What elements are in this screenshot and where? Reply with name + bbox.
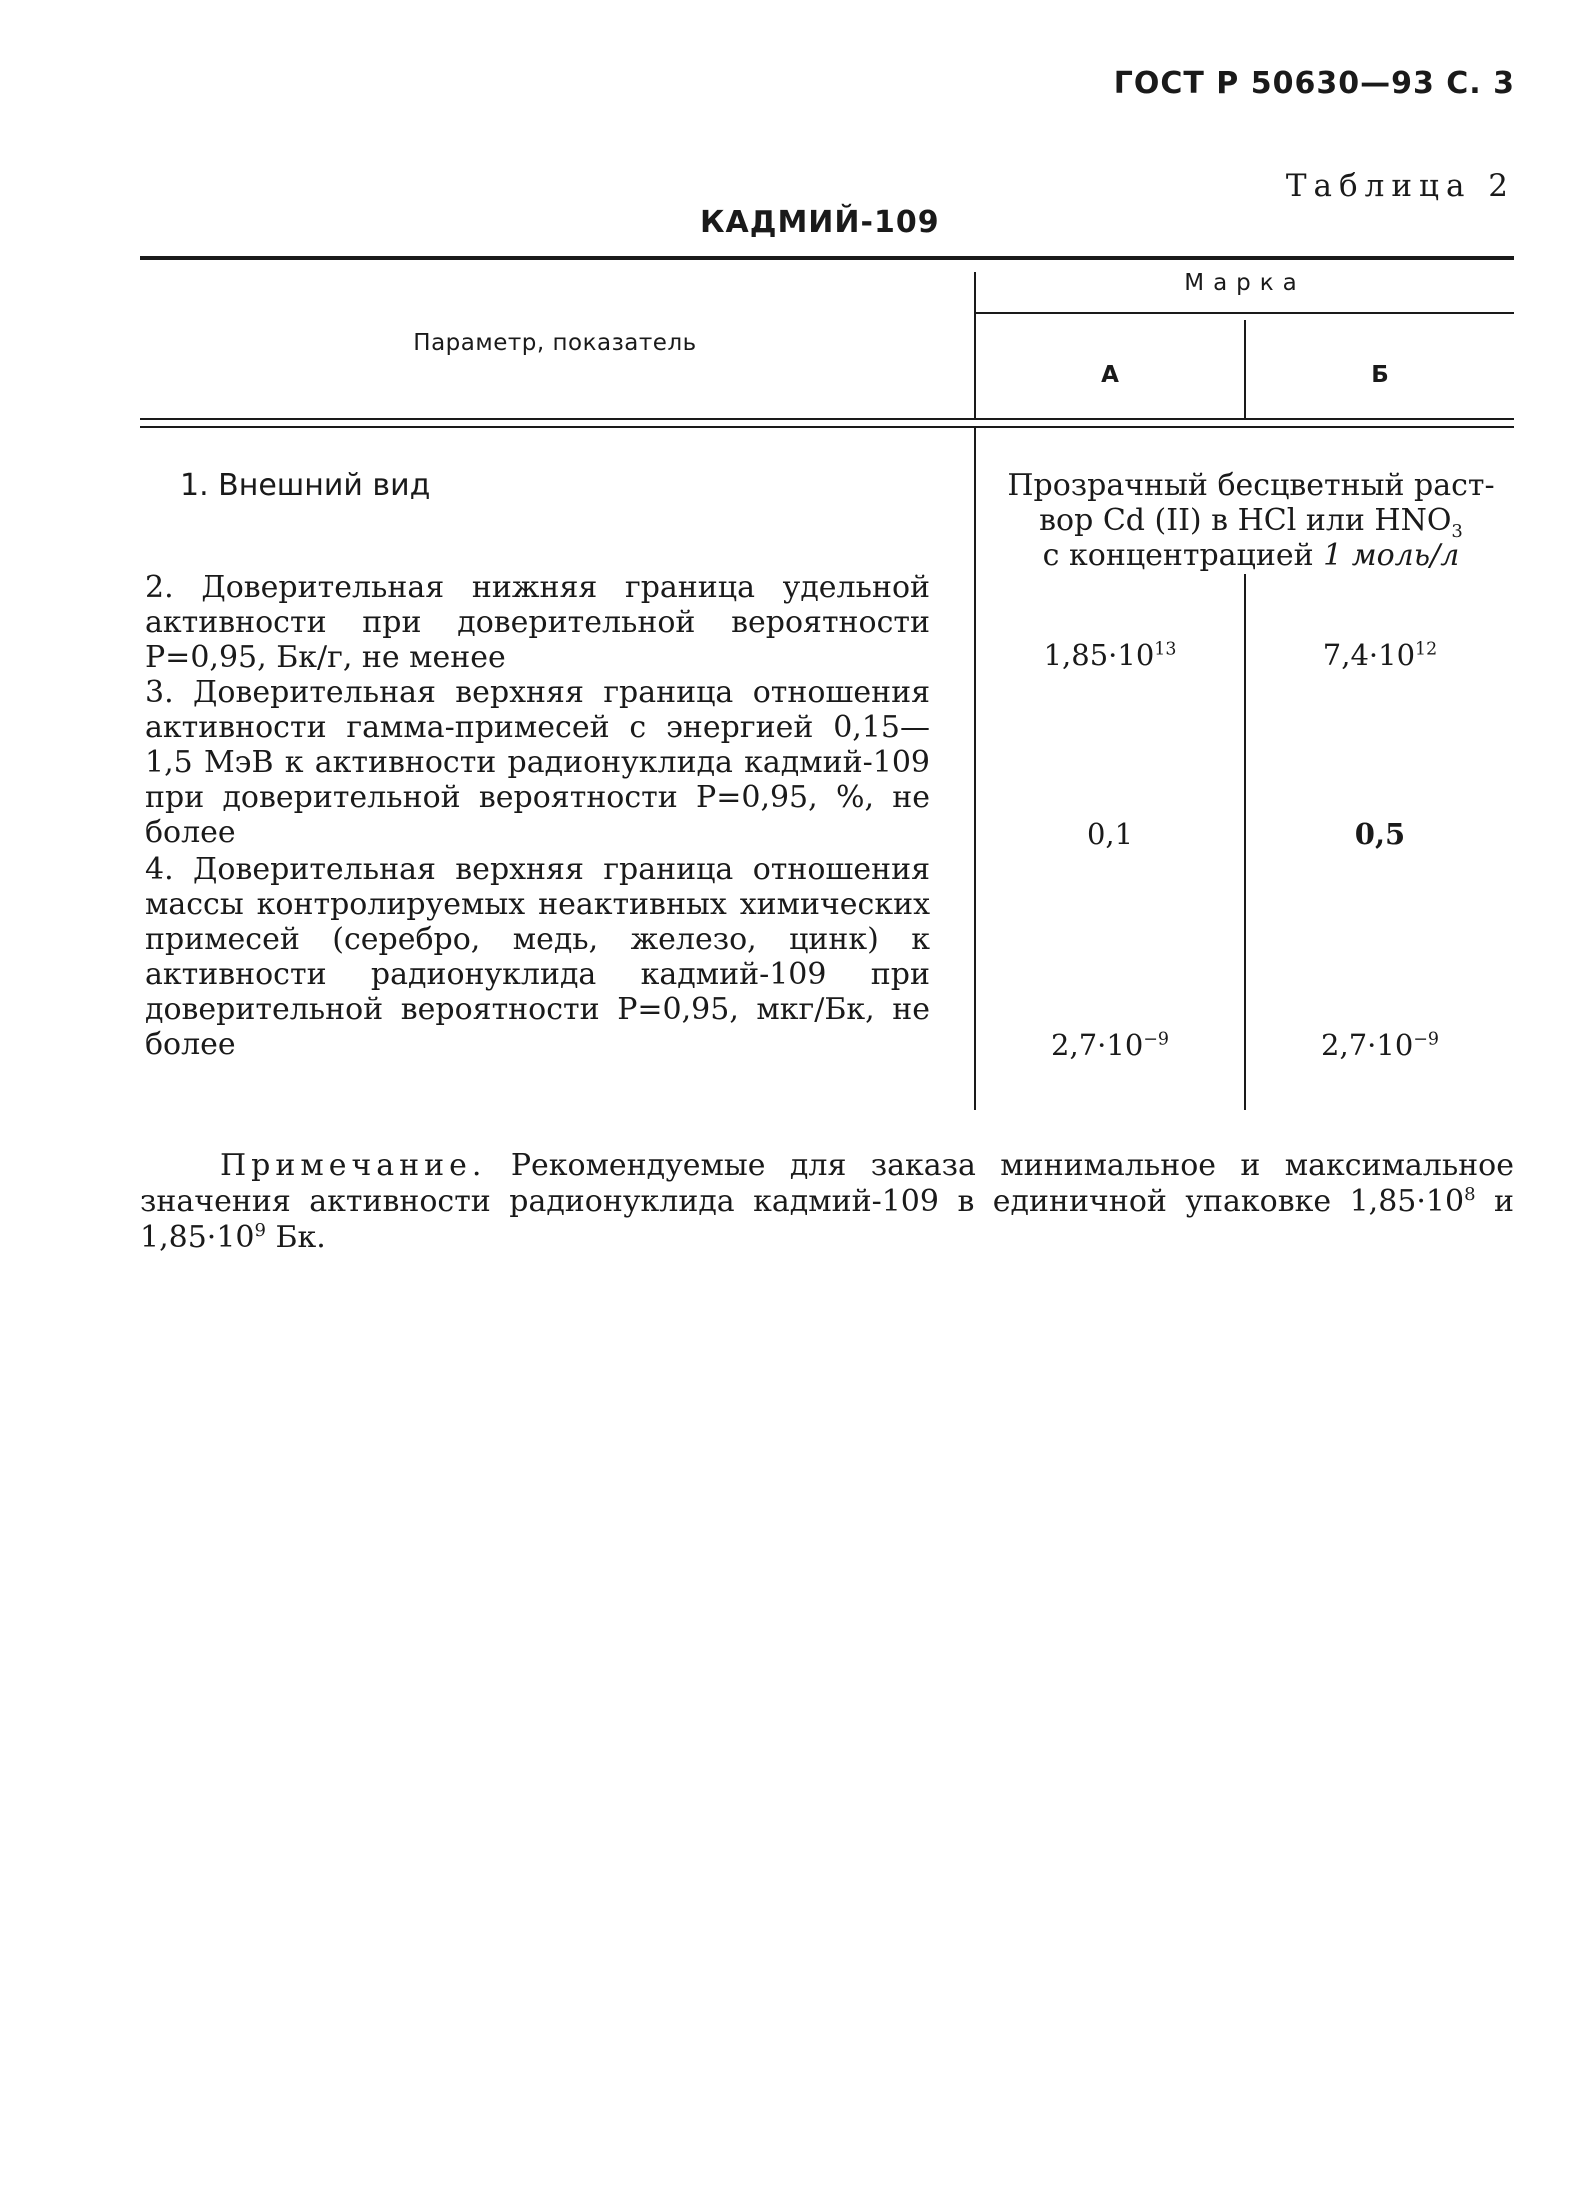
row-4-value-b: $2,7\cdot 10^{-9}$ bbox=[1321, 1028, 1439, 1062]
table-top-rule bbox=[140, 256, 1514, 260]
row-4-parameter: 4. Доверительная верхняя граница отношения массы контролируемых неактивных химических примесей (серебро, медь, железо, цинк) к активности радионуклида кадмий-109 при доверительной вероятности P=0,95, мкг/Бк, не более bbox=[145, 852, 930, 1062]
header-bottom-rule-2 bbox=[140, 426, 1514, 428]
row-3-value-a: 0,1 bbox=[1086, 817, 1134, 851]
row-2-value-a: $1,85\cdot 10^{13}$ bbox=[1043, 638, 1177, 672]
row-4-value-a: $2,7\cdot 10^{-9}$ bbox=[1051, 1028, 1169, 1062]
appearance-concentration: 1 моль/л bbox=[1323, 538, 1460, 573]
document-reference: ГОСТ Р 50630—93 С. 3 bbox=[1113, 66, 1515, 101]
row-3-parameter: 3. Доверительная верхняя граница отношения активности гамма-примесей с энергией 0,15—1,5 МэВ к активности радионуклида кадмий-109 при доверительной вероятности P=0,95, %, не более bbox=[145, 675, 930, 850]
appearance-line-2: вор Cd (II) в HCl или HNO bbox=[1039, 503, 1452, 538]
appearance-line-2-subscript: 3 bbox=[1451, 521, 1463, 542]
column-header-grade-a: А bbox=[1101, 362, 1119, 388]
column-header-parameter: Параметр, показатель bbox=[413, 330, 697, 356]
table-note: Примечание. Рекомендуемые для заказа минимальное и максимальное значения активности радионуклида кадмий-109 в единичной упаковке $1,85\cdot 10^8$ и $1,85\cdot 10^9$ Бк. bbox=[140, 1148, 1514, 1255]
table-title: КАДМИЙ-109 bbox=[700, 205, 940, 240]
appearance-line-1: Прозрачный бесцветный раст- bbox=[1007, 468, 1495, 503]
grade-header-rule bbox=[976, 312, 1514, 314]
header-bottom-rule-1 bbox=[140, 418, 1514, 420]
row-1-appearance-value bbox=[990, 468, 1512, 573]
column-header-grade-b: Б bbox=[1371, 362, 1389, 388]
column-divider-main-body bbox=[974, 428, 976, 1110]
note-text: Рекомендуемые для заказа минимальное и максимальное значения активности радионуклида кадмий-109 в единичной упаковке 1,85·10 bbox=[140, 1148, 1514, 1219]
row-3-value-b: 0,5 bbox=[1354, 817, 1406, 851]
appearance-line-3: с концентрацией bbox=[1042, 538, 1324, 573]
row-1-parameter: 1. Внешний вид bbox=[180, 468, 431, 503]
row-2-parameter: 2. Доверительная нижняя граница удельной активности при доверительной вероятности P=0,95, Бк/г, не менее bbox=[145, 570, 930, 675]
table-label: Таблица 2 bbox=[1285, 168, 1515, 204]
row-2-value-b: $7,4\cdot 10^{12}$ bbox=[1322, 638, 1438, 672]
column-header-grade: Марка bbox=[1184, 270, 1306, 296]
note-label: Примечание. bbox=[220, 1148, 487, 1183]
